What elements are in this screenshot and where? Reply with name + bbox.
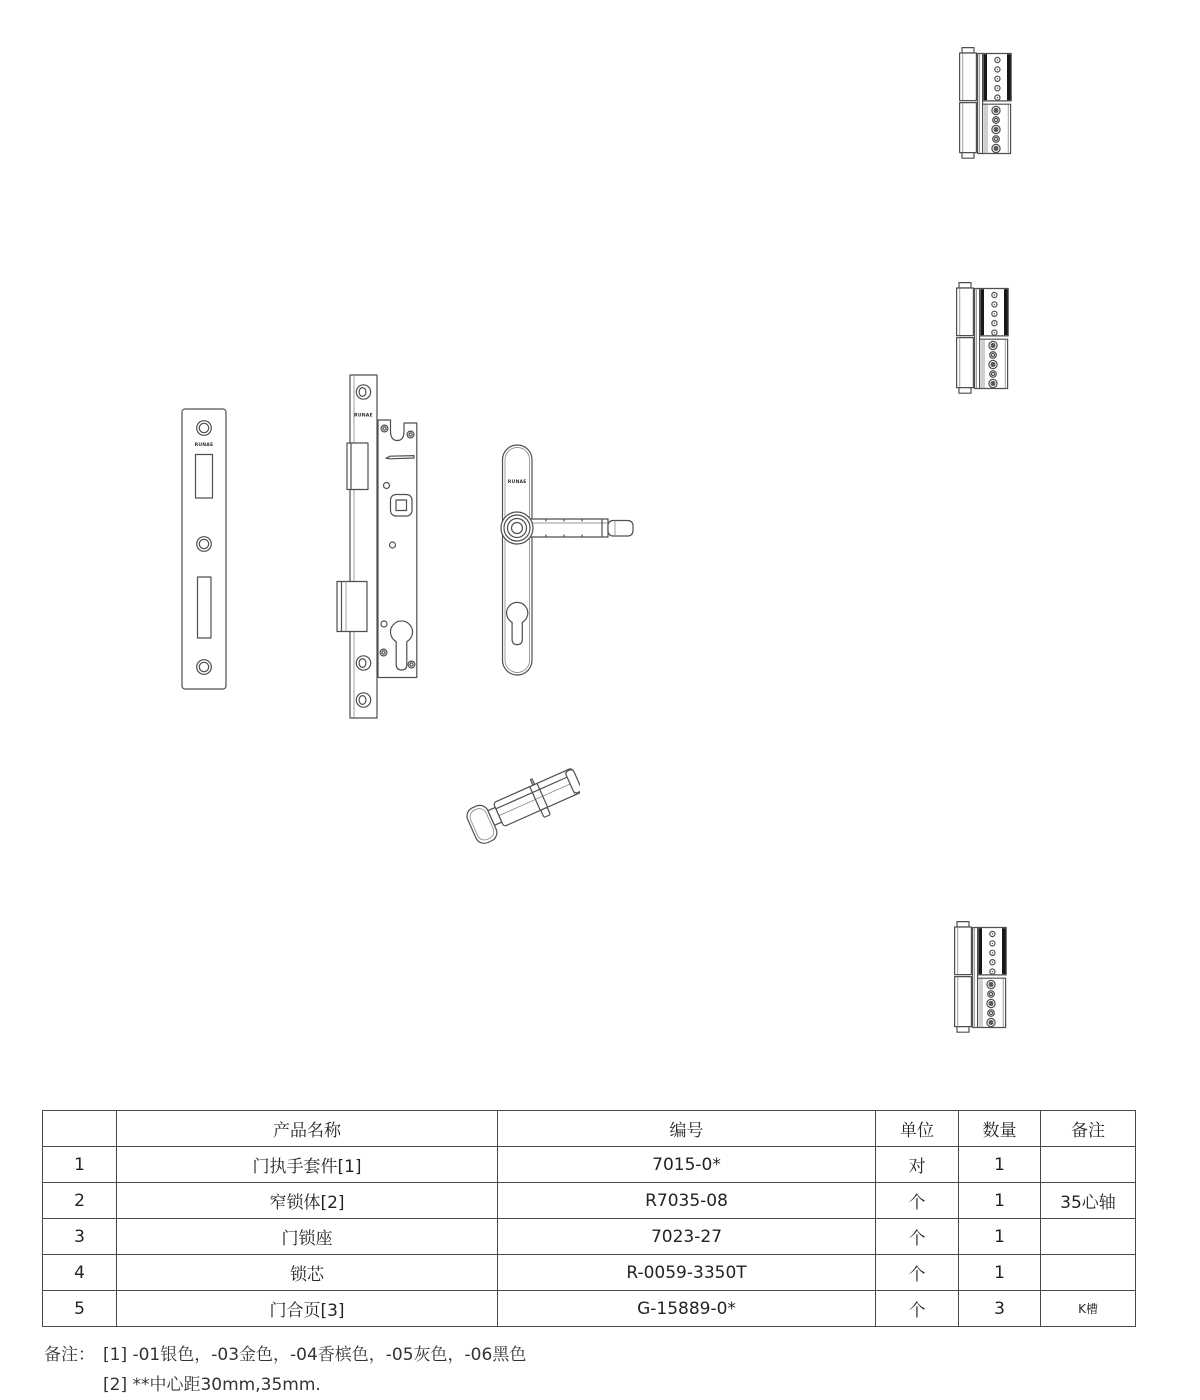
cell-index: 1 [43,1147,117,1183]
cell-name: 门执手套件[1] [117,1147,498,1183]
header-remark: 备注 [1041,1111,1136,1147]
cell-name: 门锁座 [117,1219,498,1255]
table-row [43,1219,1136,1255]
brand-text: RUNAE [507,480,527,485]
header-name: 产品名称 [117,1111,498,1147]
lever-handle [528,519,633,537]
cell-code: G-15889-0* [498,1291,876,1327]
cell-name: 锁芯 [117,1255,498,1291]
cell-qty: 1 [959,1219,1041,1255]
table-row [43,1183,1136,1219]
cell-unit: 个 [876,1219,959,1255]
lock-body-drawing [331,369,427,723]
handle-set-drawing [498,443,643,678]
cell-qty: 1 [959,1183,1041,1219]
cell-index: 3 [43,1219,117,1255]
header-index [43,1111,117,1147]
table-header-row [43,1111,1136,1147]
hinge-drawing-middle [955,282,1013,394]
cell-code: R-0059-3350T [498,1255,876,1291]
latch-bolt [347,443,368,490]
notes [44,1340,526,1400]
cell-remark [1041,1255,1136,1291]
cylinder-drawing [455,742,580,847]
cell-code: 7023-27 [498,1219,876,1255]
cell-unit: 对 [876,1147,959,1183]
cell-remark [1041,1147,1136,1183]
cell-qty: 3 [959,1291,1041,1327]
header-code: 编号 [498,1111,876,1147]
cell-unit: 个 [876,1183,959,1219]
note-line: [2] **中心距30mm,35mm. [103,1375,321,1395]
cell-code: R7035-08 [498,1183,876,1219]
header-unit: 单位 [876,1111,959,1147]
notes-label: 备注： [44,1345,95,1365]
strike-plate-drawing [181,408,227,690]
table-row [43,1147,1136,1183]
handle-rose [501,512,533,544]
cell-qty: 1 [959,1255,1041,1291]
parts-table [42,1110,1136,1327]
header-qty: 数量 [959,1111,1041,1147]
cell-unit: 个 [876,1291,959,1327]
hinge-drawing-top [958,47,1016,159]
cell-name: 窄锁体[2] [117,1183,498,1219]
hinge-drawing-bottom [953,921,1011,1033]
cell-code: 7015-0* [498,1147,876,1183]
brand-text: RUNAE [194,443,214,448]
cell-remark: K槽 [1041,1291,1136,1327]
brand-text: RUNAE [354,413,373,419]
cell-index: 5 [43,1291,117,1327]
cell-name: 门合页[3] [117,1291,498,1327]
table-row [43,1255,1136,1291]
cell-remark: 35心轴 [1041,1183,1136,1219]
cell-index: 2 [43,1183,117,1219]
cell-remark [1041,1219,1136,1255]
cell-unit: 个 [876,1255,959,1291]
note-line: [1] -01银色，-03金色，-04香槟色，-05灰色，-06黑色 [103,1345,527,1365]
cell-index: 4 [43,1255,117,1291]
table-row [43,1291,1136,1327]
cell-qty: 1 [959,1147,1041,1183]
